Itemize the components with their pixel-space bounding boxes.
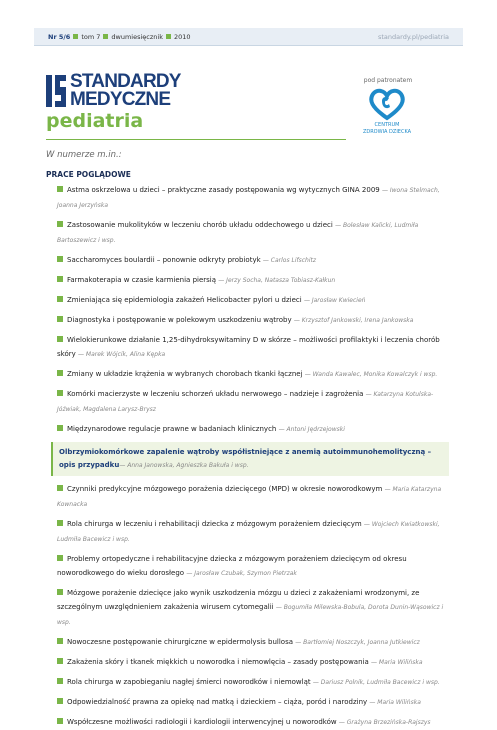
list-item bbox=[57, 655, 452, 670]
article-title: Zmieniająca się epidemiologia zakażeń Helicobacter pylori u dzieci bbox=[67, 296, 302, 304]
bullet-icon bbox=[57, 718, 63, 724]
volume: tom 7 bbox=[81, 33, 101, 41]
list-item bbox=[57, 333, 452, 362]
bullet-icon bbox=[57, 221, 63, 227]
article-title: Zmiany w układzie krążenia w wybranych chorobach tkanki łącznej bbox=[67, 370, 303, 378]
article-title: Współczesne możliwości radiologii i kardiologii interwencyjnej u noworodków bbox=[67, 718, 337, 726]
article-title: Mózgowe porażenie dziecięce jako wynik uszkodzenia mózgu u dzieci z zakażeniami wrodzonymi, ze szczególnym uwzględnieniem zakażenia wirusem cytomegalii bbox=[57, 589, 420, 611]
article-authors: — Bartłomiej Noszczyk, Joanna Jutkiewicz bbox=[295, 639, 420, 646]
bullet-icon bbox=[57, 256, 63, 262]
intro-text: W numerze m.in.: bbox=[46, 150, 122, 160]
logo-line-2: MEDYCZNE bbox=[70, 89, 171, 110]
article-title: Rola chirurga w leczeniu i rehabilitacji dziecka z mózgowym porażeniem dziecięcym bbox=[67, 520, 362, 528]
article-authors: — Jarosław Czubak, Szymon Pietrzak bbox=[186, 570, 297, 577]
article-authors: — Maria Katarzyna Kownacka bbox=[57, 486, 442, 508]
article-authors: — Grażyna Brzezińska-Rajszys bbox=[338, 719, 431, 726]
list-item bbox=[57, 635, 452, 650]
list-item bbox=[57, 552, 452, 581]
article-title: Międzynarodowe regulacje prawne w badaniach klinicznych bbox=[67, 425, 277, 433]
logo-line-1: STANDARDY bbox=[70, 71, 181, 92]
article-authors: — Krzysztof Jankowski, Irena Jankowska bbox=[293, 317, 414, 324]
frequency: dwumiesięcznik bbox=[111, 33, 163, 41]
bullet-icon bbox=[57, 336, 63, 342]
article-authors: — Dariusz Polnik, Ludmiła Bacewicz i wsp. bbox=[312, 679, 440, 686]
list-item bbox=[57, 695, 452, 710]
article-authors: — Maria Wilińska bbox=[369, 699, 421, 706]
list-item bbox=[57, 183, 452, 213]
article-authors: — Antoni Jędrzejowski bbox=[278, 426, 345, 433]
bullet-icon bbox=[57, 370, 63, 376]
article-title: Diagnostyka i postępowanie w polekowym uszkodzeniu wątroby bbox=[67, 316, 292, 324]
green-square-icon bbox=[166, 34, 171, 39]
bullet-icon bbox=[57, 425, 63, 431]
list-item bbox=[57, 313, 452, 328]
article-title: Komórki macierzyste w leczeniu schorzeń układu nerwowego – nadzieje i zagrożenia bbox=[67, 390, 364, 398]
article-title: Zastosowanie mukolityków w leczeniu chorób układu oddechowego u dzieci bbox=[67, 221, 333, 229]
article-authors: — Bolesław Kalicki, Ludmiła Bartoszewicz i wsp. bbox=[57, 222, 419, 244]
article-authors: — Marek Wójcik, Alina Kępka bbox=[78, 351, 166, 358]
bullet-icon bbox=[57, 520, 63, 526]
featured-authors: — Anna Janowska, Agnieszka Bakuła i wsp. bbox=[119, 462, 249, 469]
issue-info-bar bbox=[34, 28, 463, 46]
list-item bbox=[57, 293, 452, 308]
list-item bbox=[57, 253, 452, 268]
article-authors: — Jarosław Kwiecień bbox=[303, 297, 366, 304]
list-item bbox=[57, 273, 452, 288]
article-title: Czynniki predykcyjne mózgowego porażenia dziecięcego (MPD) w okresie noworodkowym bbox=[67, 485, 383, 493]
article-title: Saccharomyces boulardii – ponownie odkryty probiotyk bbox=[67, 256, 261, 264]
patronage-label: pod patronatem bbox=[363, 77, 413, 84]
list-item bbox=[57, 586, 452, 630]
featured-article bbox=[51, 442, 449, 476]
partner-name bbox=[345, 122, 429, 136]
partner-line-2: ZDROWIA DZIECKA bbox=[362, 129, 412, 135]
site-url[interactable]: standardy.pl/pediatria bbox=[378, 33, 449, 41]
article-title: Problemy ortopedyczne i rehabilitacyjne dziecka z mózgowym porażeniem dziecięcym od okresu noworodkowego do wieku dorosłego bbox=[57, 555, 407, 577]
bullet-icon bbox=[57, 296, 63, 302]
article-authors: — Iwona Stelmach, Joanna Jerzyńska bbox=[57, 187, 440, 209]
article-title: Odpowiedzialność prawna za opiekę nad matką i dzieckiem – ciąża, poród i narodziny bbox=[67, 698, 368, 706]
green-square-icon bbox=[103, 34, 108, 39]
year: 2010 bbox=[173, 33, 191, 41]
article-title: Farmakoterapia w czasie karmienia piersią bbox=[67, 276, 217, 284]
featured-title: Olbrzymiokomórkowe zapalenie wątroby współistniejące z anemią autoimmunohemolityczną – opis przypadku bbox=[59, 448, 432, 469]
list-item bbox=[57, 218, 452, 248]
bullet-icon bbox=[57, 186, 63, 192]
divider bbox=[46, 139, 346, 140]
article-authors: — Bogumiła Milewska-Bobula, Dorota Dunin-Wąsowicz i wsp. bbox=[57, 604, 444, 626]
section-title: PRACE POGLĄDOWE bbox=[46, 170, 131, 179]
list-item bbox=[57, 517, 452, 547]
bullet-icon bbox=[57, 589, 63, 595]
partner-line-1: CENTRUM bbox=[374, 122, 400, 128]
bullet-icon bbox=[57, 698, 63, 704]
bullet-icon bbox=[57, 276, 63, 282]
article-authors: — Wanda Kawalec, Monika Kowalczyk i wsp. bbox=[304, 371, 438, 378]
bullet-icon bbox=[57, 638, 63, 644]
bullet-icon bbox=[57, 316, 63, 322]
bullet-icon bbox=[57, 390, 63, 396]
journal-title: pediatria bbox=[46, 110, 144, 132]
article-title: Astma oskrzelowa u dzieci – praktyczne zasady postępowania wg wytycznych GINA 2009 bbox=[67, 186, 380, 194]
article-authors: — Jerzy Socha, Natasza Tobiasz-Kałkun bbox=[218, 277, 336, 284]
bullet-icon bbox=[57, 678, 63, 684]
bullet-icon bbox=[57, 485, 63, 491]
list-item bbox=[57, 387, 452, 417]
article-title: Rola chirurga w zapobieganiu nagłej śmierci noworodków i niemowląt bbox=[67, 678, 311, 686]
list-item bbox=[57, 482, 452, 512]
article-authors: — Carlos Lifschitz bbox=[262, 257, 317, 264]
list-item bbox=[57, 675, 452, 690]
green-square-icon bbox=[73, 34, 78, 39]
article-list bbox=[57, 183, 452, 730]
issue-number: Nr 5/6 bbox=[48, 33, 71, 41]
article-title: Nowoczesne postępowanie chirurgiczne w epidermolysis bullosa bbox=[67, 638, 294, 646]
bullet-icon bbox=[57, 555, 63, 561]
article-authors: — Maria Wilińska bbox=[371, 659, 423, 666]
article-title: Zakażenia skóry i tkanek miękkich u noworodka i niemowlęcia – zasady postępowania bbox=[67, 658, 369, 666]
article-authors: — Wojciech Kwiatkowski, Ludmiła Bacewicz i wsp. bbox=[57, 521, 440, 543]
list-item bbox=[57, 367, 452, 382]
bullet-icon bbox=[57, 658, 63, 664]
list-item bbox=[57, 715, 452, 730]
heart-logo-icon bbox=[367, 88, 407, 120]
issue-info bbox=[48, 33, 191, 41]
article-title: Wielokierunkowe działanie 1,25-dihydroksywitaminy D w skórze – możliwości profilaktyki i leczenia chorób skóry bbox=[57, 336, 440, 358]
s-logo-icon bbox=[46, 75, 66, 107]
list-item bbox=[57, 422, 452, 437]
article-authors: — Katarzyna Kotulska-Jóźwiak, Magdalena Larysz-Brysz bbox=[57, 391, 434, 413]
